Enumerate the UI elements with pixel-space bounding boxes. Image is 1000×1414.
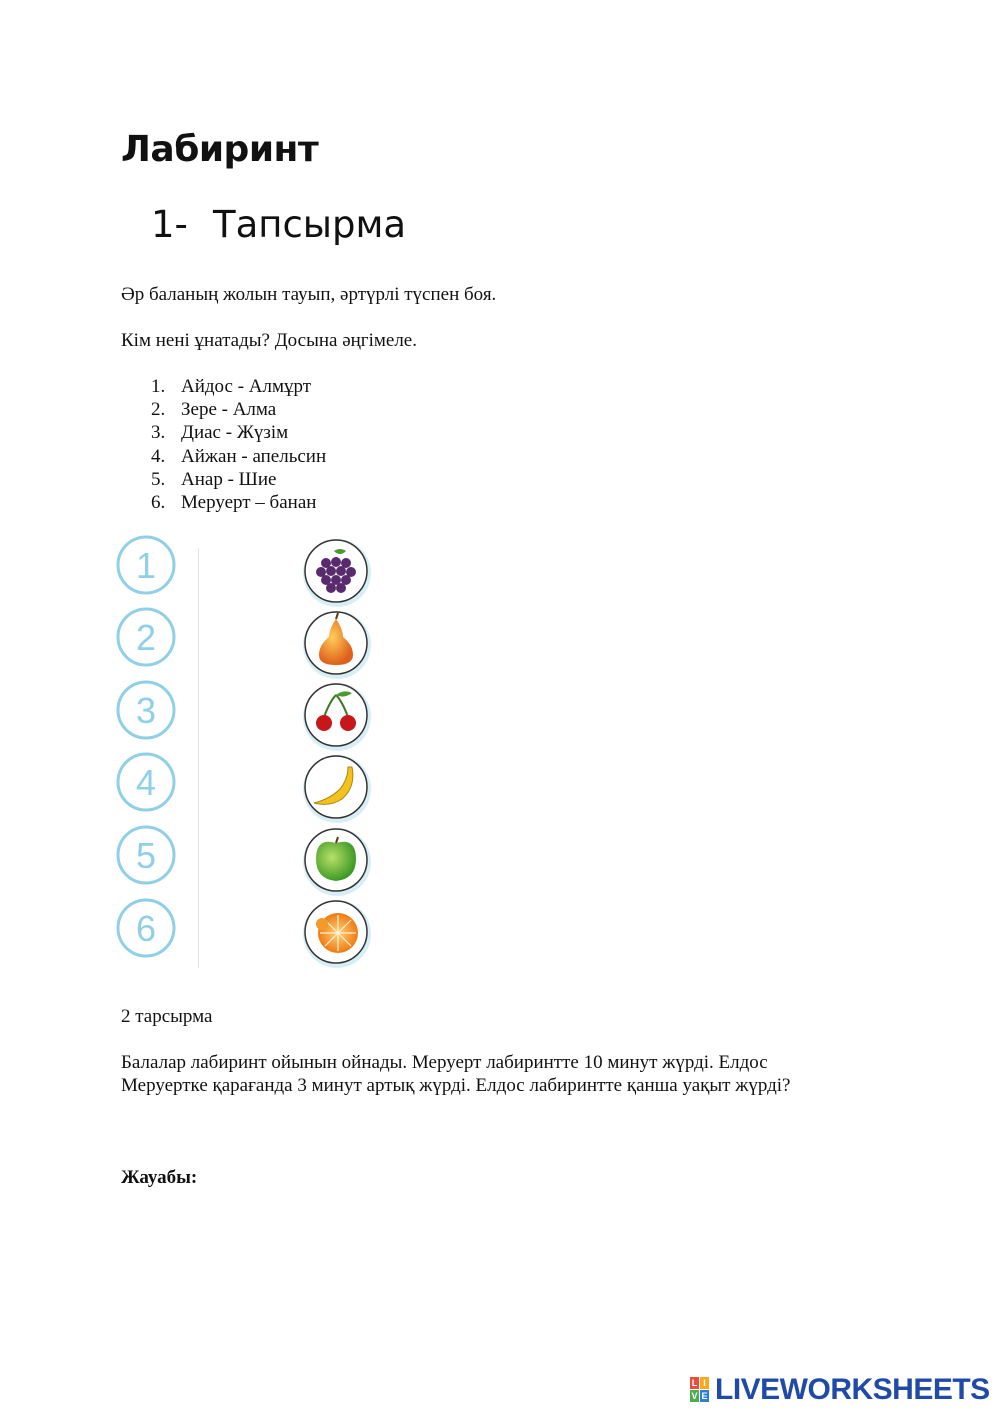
list-item-number: 2. — [151, 399, 166, 421]
number-label: 6 — [135, 908, 157, 949]
task2-text-line-2: Меруертке қарағанда 3 минут артық жүрді. Елдос лабиринтте қанша уақыт жүрді? — [121, 1075, 791, 1096]
logo-text: LIVEWORKSHEETS — [715, 1373, 990, 1406]
list-item — [151, 468, 326, 491]
list-item-number: 4. — [151, 445, 166, 467]
number-label: 3 — [135, 690, 157, 731]
list-item-number: 6. — [151, 491, 166, 513]
list-item-number: 5. — [151, 468, 166, 490]
list-item — [151, 421, 326, 444]
task1-instruction-2: Кім нені ұнатады? Досына әңгімеле. — [121, 330, 417, 351]
task1-heading-text: Тапсырма — [213, 203, 407, 246]
logo-letter: E — [701, 1391, 708, 1401]
number-circle — [118, 537, 174, 593]
pear-icon — [303, 611, 371, 679]
number-label: 2 — [135, 617, 157, 658]
list-item-text: Айжан - апельсин — [181, 445, 327, 467]
maze-puzzle-image — [112, 535, 392, 970]
grapes-icon — [303, 539, 371, 607]
answer-label: Жауабы: — [121, 1167, 198, 1188]
task2-heading: 2 тарсырма — [121, 1006, 213, 1027]
list-item-text: Зере - Алма — [181, 399, 277, 421]
banana-icon — [303, 755, 371, 823]
orange-icon — [303, 900, 371, 968]
list-item-text: Меруерт – банан — [181, 491, 317, 513]
number-label: 4 — [135, 762, 157, 803]
list-item-number: 1. — [151, 376, 166, 397]
task2-text-line-1: Балалар лабиринт ойынын ойнады. Меруерт лабиринтте 10 минут жүрді. Елдос — [121, 1052, 768, 1073]
number-circle — [118, 682, 174, 738]
number-circle — [118, 827, 174, 883]
list-item-number: 3. — [151, 422, 166, 444]
logo-letter: I — [703, 1378, 706, 1388]
list-item — [151, 445, 326, 468]
task1-instruction-1: Әр баланың жолын тауып, әртүрлі түспен боя. — [121, 284, 497, 305]
green-apple-icon — [303, 828, 371, 896]
task1-heading — [151, 198, 406, 252]
list-item-text: Диас - Жүзім — [181, 422, 289, 444]
task1-number: 1- — [151, 203, 188, 246]
list-item-text: Айдос - Алмұрт — [181, 376, 312, 397]
page-title: Лабиринт — [121, 129, 319, 170]
list-item — [151, 491, 326, 514]
number-label: 5 — [135, 835, 157, 876]
number-label: 1 — [135, 545, 157, 586]
list-item — [151, 398, 326, 421]
list-item — [151, 375, 326, 398]
liveworksheets-logo[interactable] — [690, 1374, 990, 1406]
pairs-list — [151, 375, 326, 514]
number-circle — [118, 900, 174, 956]
logo-mark-icon — [690, 1377, 710, 1403]
cherries-icon — [303, 683, 371, 751]
number-circle — [118, 754, 174, 810]
list-item-text: Анар - Шие — [181, 468, 277, 490]
number-circle — [118, 609, 174, 665]
logo-letter: L — [691, 1378, 698, 1388]
logo-letter: V — [691, 1391, 698, 1401]
